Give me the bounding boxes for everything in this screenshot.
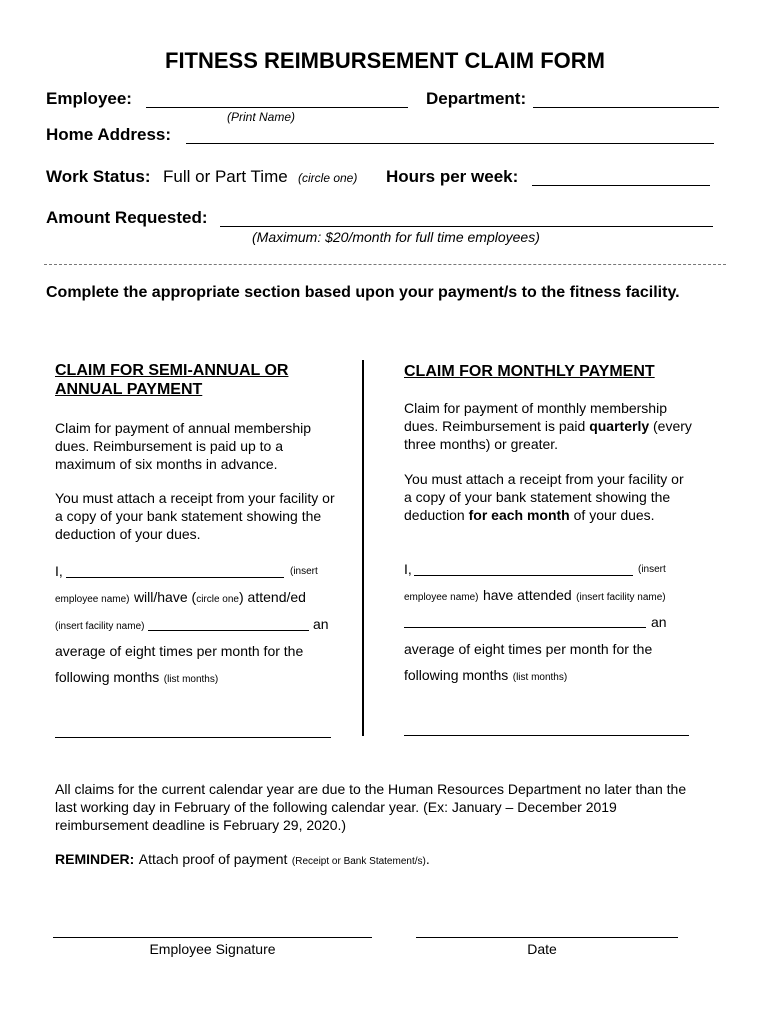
deadline-note: All claims for the current calendar year are due to the Human Resources Department no later than the last working day in February of the following calendar year. (Ex: January – December 2019 reimbursement deadline is February 29, 2020.) xyxy=(55,781,687,833)
monthly-facility-hint: (insert facility name) xyxy=(576,592,666,603)
print-name-hint: (Print Name) xyxy=(227,110,296,124)
semi-annual-heading: CLAIM FOR SEMI-ANNUAL OR ANNUAL PAYMENT xyxy=(55,362,289,398)
monthly-attend-line: employee name) have attended (insert facility name) xyxy=(404,587,666,603)
semi-annual-attend-line: employee name) will/have (circle one) attend/ed xyxy=(55,589,306,605)
semi-annual-employee-field[interactable] xyxy=(66,577,284,578)
semi-annual-description: Claim for payment of annual membership dues. Reimbursement is paid up to a maximum of six months in advance. xyxy=(55,420,312,472)
semi-annual-facility-hint: (insert facility name) xyxy=(55,621,145,632)
semi-annual-employee-name-hint: employee name) xyxy=(55,594,130,605)
date-label: Date xyxy=(527,941,557,957)
semi-annual-facility-field[interactable] xyxy=(148,630,309,631)
employee-name-field[interactable] xyxy=(146,107,408,108)
work-status-options[interactable]: Full or Part Time xyxy=(163,167,288,186)
semi-annual-list-months-hint: (list months) xyxy=(163,674,219,685)
circle-one-hint: (circle one) xyxy=(298,171,358,185)
monthly-following-line: following months (list months) xyxy=(404,667,568,683)
monthly-receipt-note: You must attach a receipt from your facility or a copy of your bank statement showing the deduction for each month of your dues. xyxy=(404,471,684,523)
semi-annual-an: an xyxy=(313,616,329,632)
form-title: FITNESS REIMBURSEMENT CLAIM FORM xyxy=(165,48,605,73)
semi-annual-following-line: following months (list months) xyxy=(55,669,219,685)
date-field[interactable] xyxy=(416,937,678,938)
amount-requested-field[interactable] xyxy=(220,226,713,227)
employee-signature-field[interactable] xyxy=(53,937,372,938)
employee-signature-label: Employee Signature xyxy=(149,941,276,957)
monthly-heading: CLAIM FOR MONTHLY PAYMENT xyxy=(404,363,655,380)
hours-label: Hours per week: xyxy=(386,167,519,186)
home-address-label: Home Address: xyxy=(46,125,172,144)
monthly-i-label: I, xyxy=(404,561,412,577)
monthly-months-field[interactable] xyxy=(404,735,689,736)
semi-annual-average: average of eight times per month for the xyxy=(55,643,304,659)
amount-requested-label: Amount Requested: xyxy=(46,208,208,227)
monthly-list-months-hint: (list months) xyxy=(512,672,568,683)
monthly-an: an xyxy=(651,614,667,630)
monthly-employee-name-hint: employee name) xyxy=(404,592,479,603)
home-address-field[interactable] xyxy=(186,143,714,144)
semi-annual-circle-one: circle one xyxy=(196,594,239,605)
department-label: Department: xyxy=(426,89,527,108)
monthly-insert-hint: (insert xyxy=(638,564,666,575)
amount-maximum-hint: (Maximum: $20/month for full time employees) xyxy=(252,229,540,245)
reminder-line: REMINDER: Attach proof of payment (Receipt or Bank Statement/s). xyxy=(55,851,430,867)
reminder-hint: (Receipt or Bank Statement/s) xyxy=(291,856,426,867)
department-field[interactable] xyxy=(533,107,719,108)
monthly-description: Claim for payment of monthly membership dues. Reimbursement is paid quarterly (every three months) or greater. xyxy=(404,400,692,452)
section-instruction: Complete the appropriate section based upon your payment/s to the fitness facility. xyxy=(46,284,680,301)
work-status-label: Work Status: xyxy=(46,167,151,186)
semi-annual-insert-hint: (insert xyxy=(290,566,318,577)
semi-annual-receipt-note: You must attach a receipt from your facility or a copy of your bank statement showing the deduction of your dues. xyxy=(55,490,335,542)
hours-per-week-field[interactable] xyxy=(532,185,710,186)
column-divider xyxy=(362,360,364,736)
monthly-facility-field[interactable] xyxy=(404,627,646,628)
employee-label: Employee: xyxy=(46,89,132,108)
monthly-average: average of eight times per month for the xyxy=(404,641,653,657)
semi-annual-i-label: I, xyxy=(55,563,63,579)
reminder-label: REMINDER: xyxy=(55,851,135,867)
semi-annual-months-field[interactable] xyxy=(55,737,331,738)
section-divider xyxy=(44,264,726,265)
monthly-employee-field[interactable] xyxy=(414,575,633,576)
